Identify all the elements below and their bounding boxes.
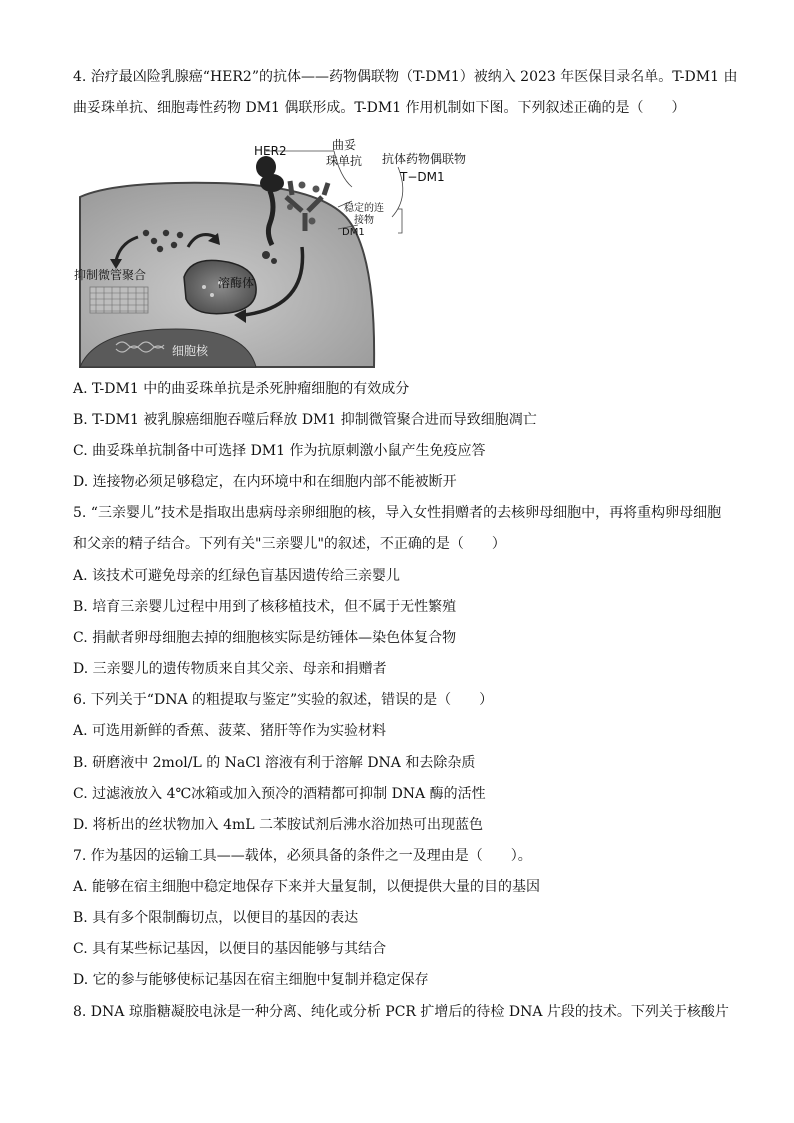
q4-option-d: D. 连接物必须足够稳定，在内环境中和在细胞内部不能被断开: [73, 474, 457, 490]
q5-option-a: A. 该技术可避免母亲的红绿色盲基因遗传给三亲婴儿: [73, 568, 401, 584]
q5-option-d: D. 三亲婴儿的遗传物质来自其父亲、母亲和捐赠者: [73, 661, 387, 677]
q6-option-d: D. 将析出的丝状物加入 4mL 二苯胺试剂后沸水浴加热可出现蓝色: [73, 817, 484, 833]
label-adc-1: 抗体药物偶联物: [382, 152, 467, 166]
q6-stem: 6. 下列关于“DNA 的粗提取与鉴定”实验的叙述，错误的是（ ）: [73, 692, 494, 708]
label-dm1: DM1: [342, 227, 365, 238]
label-lysosome: 溶酶体: [218, 276, 255, 290]
label-nucleus: 细胞核: [172, 344, 209, 358]
q5-stem-line1: 5. “三亲婴儿”技术是指取出患病母亲卵细胞的核，导入女性捐赠者的去核卵母细胞中，再将重构卵母细胞: [73, 505, 722, 521]
q7-option-a: A. 能够在宿主细胞中稳定地保存下来并大量复制，以便提供大量的目的基因: [73, 879, 541, 895]
label-linker-1: 稳定的连: [344, 203, 384, 214]
q6-option-a: A. 可选用新鲜的香蕉、菠菜、猪肝等作为实验材料: [73, 723, 387, 739]
q4-option-b: B. T-DM1 被乳腺癌细胞吞噬后释放 DM1 抑制微管聚合进而导致细胞凋亡: [73, 412, 537, 428]
q4-stem-line2: 曲妥珠单抗、细胞毒性药物 DM1 偶联形成。T-DM1 作用机制如下图。下列叙述正确的是（ ）: [73, 100, 686, 116]
q4-mechanism-figure: [74, 137, 467, 367]
q5-option-c: C. 捐献者卵母细胞去掉的细胞核实际是纺锤体—染色体复合物: [73, 630, 457, 646]
label-her2: HER2: [254, 144, 287, 158]
label-qutuo-1: 曲妥: [332, 138, 357, 152]
label-inhibit: 抑制微管聚合: [74, 268, 147, 282]
label-adc-2: T−DM1: [400, 170, 445, 184]
q4-option-a: A. T-DM1 中的曲妥珠单抗是杀死肿瘤细胞的有效成分: [73, 381, 410, 397]
q7-stem: 7. 作为基因的运输工具——载体，必须具备的条件之一及理由是（ ）。: [73, 848, 532, 864]
q7-option-c: C. 具有某些标记基因，以便目的基因能够与其结合: [73, 941, 387, 957]
q7-option-b: B. 具有多个限制酶切点，以便目的基因的表达: [73, 910, 359, 926]
q5-option-b: B. 培育三亲婴儿过程中用到了核移植技术，但不属于无性繁殖: [73, 599, 457, 615]
q6-option-c: C. 过滤液放入 4℃冰箱或加入预冷的酒精都可抑制 DNA 酶的活性: [73, 786, 486, 802]
q7-option-d: D. 它的参与能够使标记基因在宿主细胞中复制并稳定保存: [73, 972, 429, 988]
q8-stem-line1: 8. DNA 琼脂糖凝胶电泳是一种分离、纯化或分析 PCR 扩增后的待检 DNA 片段的技术。下列关于核酸片: [73, 1004, 729, 1020]
q4-stem-line1: 4. 治疗最凶险乳腺癌“HER2”的抗体——药物偶联物（T-DM1）被纳入 2023 年医保目录名单。T-DM1 由: [73, 69, 738, 85]
q4-option-c: C. 曲妥珠单抗制备中可选择 DM1 作为抗原刺激小鼠产生免疫应答: [73, 443, 486, 459]
label-qutuo-2: 珠单抗: [326, 154, 363, 168]
q6-option-b: B. 研磨液中 2mol/L 的 NaCl 溶液有利于溶解 DNA 和去除杂质: [73, 755, 476, 771]
microtubule-block: [90, 287, 148, 313]
label-linker-2: 接物: [354, 215, 374, 226]
q5-stem-line2: 和父亲的精子结合。下列有关"三亲婴儿"的叙述，不正确的是（ ）: [73, 536, 506, 552]
